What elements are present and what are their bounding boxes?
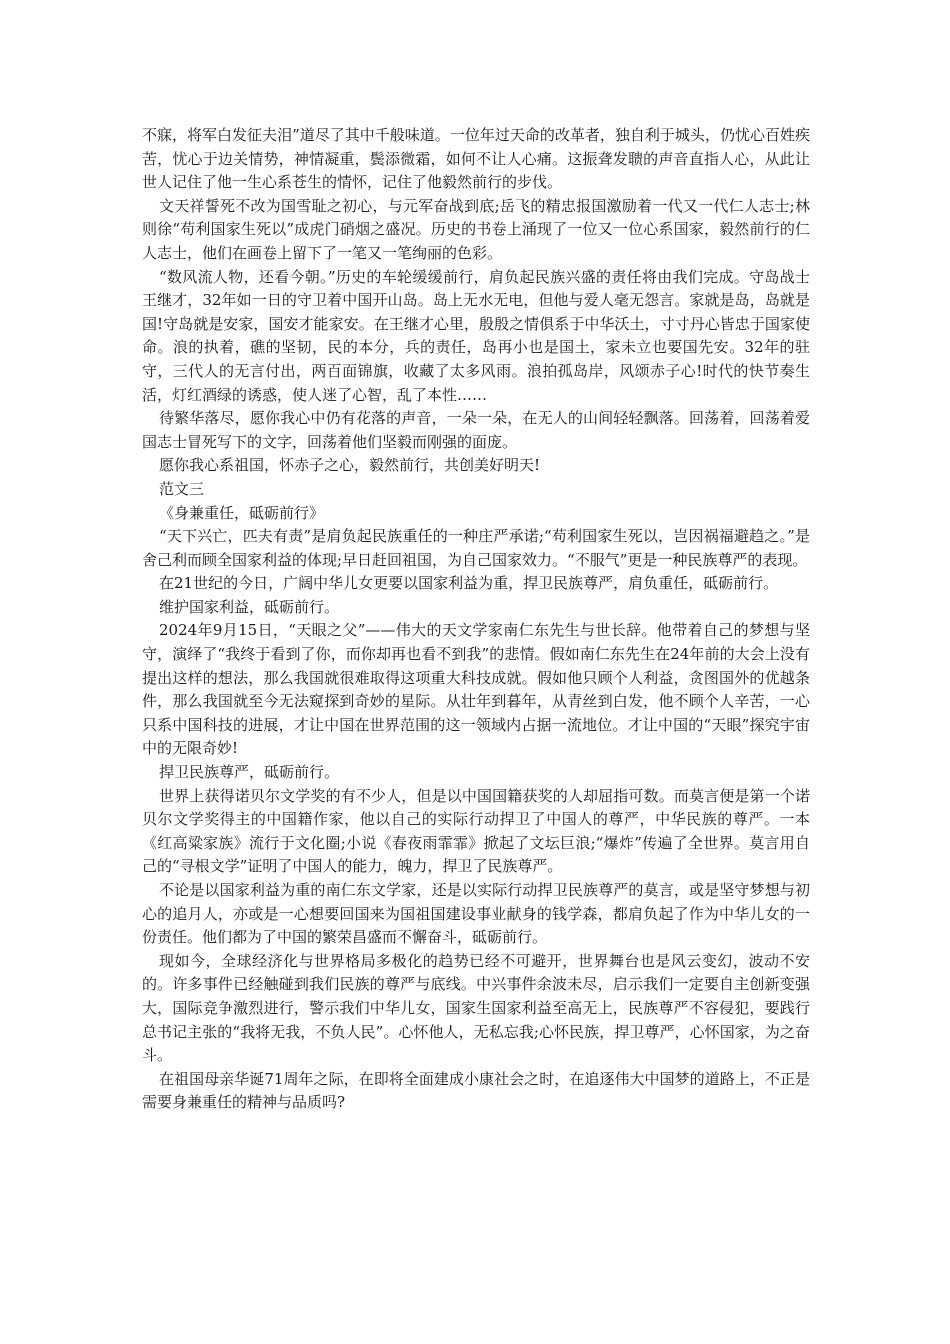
paragraph-flowers-falling: 待繁华落尽，愿你我心中仍有花落的声音，一朵一朵，在无人的山间轻轻飘落。回荡着，回荡着爱国志士冒死写下的文字，回荡着他们坚毅而刚强的面庞。: [142, 409, 810, 451]
paragraph-present-day: 现如今，全球经济化与世界格局多极化的趋势已经不可避开，世界舞台也是风云变幻，波动不安的。许多事件已经触碰到我们民族的尊严与底线。中兴事件余波未尽，启示我们一定要自主创新变强大，国际竞争激烈进行，警示我们中华儿女，国家生国家利益至高无上，民族尊严不容侵犯，要践行总书记主张的“我将无我，不负人民”。心怀他人，无私忘我;心怀民族，捍卫尊严，心怀国家，为之奋斗。: [142, 951, 810, 1065]
paragraph-wish: 愿你我心系祖国，怀赤子之心，毅然前行，共创美好明天!: [159, 456, 541, 475]
section-label: 范文三: [159, 479, 205, 498]
document-page: [142, 124, 810, 1115]
paragraph-wang-jicai: “数风流人物，还看今朝。”历史的车轮缓缓前行，肩负起民族兴盛的责任将由我们完成。守岛战士王继才，32年如一日的守卫着中国开山岛。岛上无水无电，但他与爱人毫无怨言。家就是岛，岛就是国!守岛就是安家，国安才能家安。在王继才心里，殷殷之情俱系于中华沃土，寸寸丹心皆忠于国家使命。浪的执着，礁的坚韧，民的本分，兵的责任，岛再小也是国土，家未立也要国先安。32年的驻守，三代人的无言付出，两百面锦旗，收藏了太多风雨。浪拍孤岛岸，风颂赤子心!时代的快节奏生活，灯红酒绿的诱惑，使人迷了心智，乱了本性……: [142, 267, 810, 404]
subheading-national-interest: 维护国家利益，砥砺前行。: [159, 597, 340, 616]
essay-title: 《身兼重任，砥砺前行》: [159, 503, 325, 522]
paragraph-thesis: 在21世纪的今日，广阔中华儿女更要以国家利益为重，捍卫民族尊严，肩负重任，砥砺前行。: [159, 574, 779, 593]
paragraph-historical-figures: 文天祥誓死不改为国雪耻之初心，与元军奋战到底;岳飞的精忠报国激励着一代又一代仁人志士;林则徐“苟利国家生死以”成虎门硝烟之盛况。历史的书卷上涌现了一位又一位心系国家，毅然前行的仁人志士，他们在画卷上留下了一笔又一笔绚丽的色彩。: [142, 196, 810, 262]
paragraph-mo-yan: 世界上获得诺贝尔文学奖的有不少人，但是以中国国籍获奖的人却屈指可数。而莫言便是第一个诺贝尔文学奖得主的中国籍作家，他以自己的实际行动捍卫了中国人的尊严，中华民族的尊严。一本《红高粱家族》流行于文化圈;小说《春夜雨霏霏》掀起了文坛巨浪;“爆炸”传遍了全世界。莫言用自己的“寻根文学”证明了中国人的能力，魄力，捍卫了民族尊严。: [142, 786, 810, 876]
paragraph-intro: “天下兴亡，匹夫有责”是肩负起民族重任的一种庄严承诺;“苟利国家生死以，岂因祸福避趋之。”是舍己利而顾全国家利益的体现;早日赶回祖国，为自己国家效力。“不服气”更是一种民族尊严的表现。: [142, 527, 810, 569]
subheading-national-dignity: 捍卫民族尊严，砥砺前行。: [159, 763, 340, 782]
paragraph-conclusion: 在祖国母亲华诞71周年之际，在即将全面建成小康社会之时，在追逐伟大中国梦的道路上，不正是需要身兼重任的精神与品质吗?: [142, 1069, 810, 1112]
paragraph-nan-rendong: 2024年9月15日，“天眼之父”——伟大的天文学家南仁东先生与世长辞。他带着自己的梦想与坚守，演绎了“我终于看到了你，而你却再也看不到我”的悲情。假如南仁东先生在24年前的大会上没有提出这样的想法，那么我国就很难取得这项重大科技成就。假如他只顾个人利益，贪图国外的优越条件，那么我国就至今无法窥探到奇妙的星际。从壮年到暮年，从青丝到白发，他不顾个人辛苦，一心只系中国科技的进展，才让中国在世界范围的这一领域内占据一流地位。才让中国的“天眼”探究宇宙中的无限奇妙!: [142, 621, 810, 758]
paragraph-continuation: 不寐，将军白发征夫泪”道尽了其中千般味道。一位年过天命的改革者，独自利于城头，仍忧心百姓疾苦，忧心于边关情势，神情凝重，鬓添微霜，如何不让人心痛。这振聋发聩的声音直指人心，从此让世人记住了他一生心系苍生的情怀，记住了他毅然前行的步伐。: [142, 126, 810, 192]
paragraph-summary: 不论是以国家利益为重的南仁东文学家，还是以实际行动捍卫民族尊严的莫言，或是坚守梦想与初心的追月人，亦或是一心想要回国来为国祖国建设事业献身的钱学森，都肩负起了作为中华儿女的一份责任。他们都为了中国的繁荣昌盛而不懈奋斗，砥砺前行。: [142, 881, 810, 947]
